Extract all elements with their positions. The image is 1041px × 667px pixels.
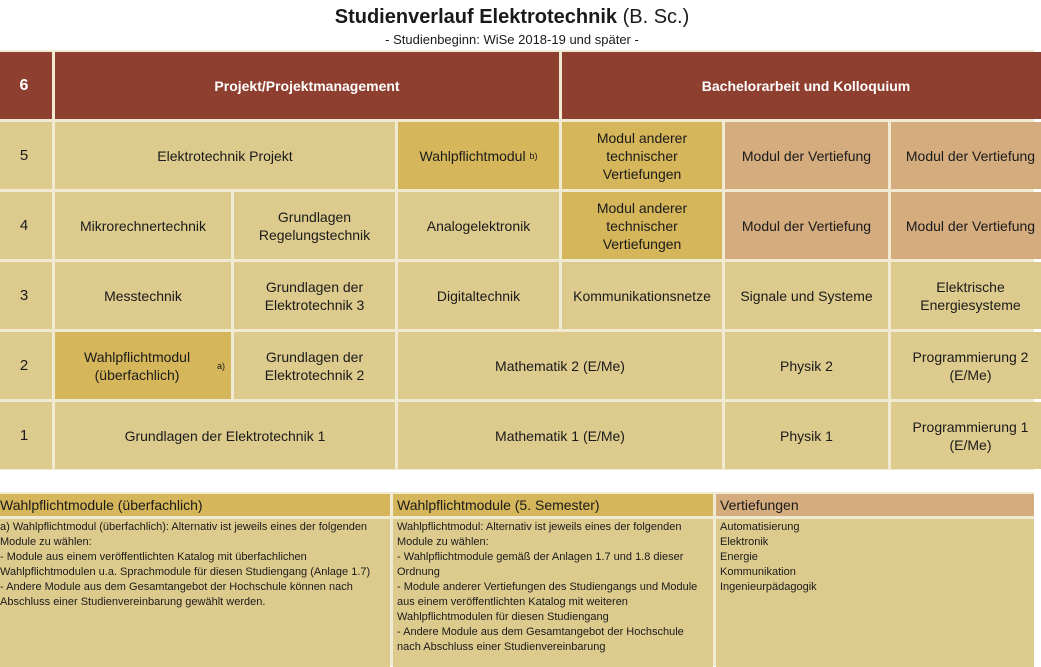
module-energiesysteme: Elektrische Energiesysteme [891,262,1041,329]
module-programmierung-2: Programmierung 2 (E/Me) [891,332,1041,399]
title-degree: (B. Sc.) [622,6,690,28]
semester-number-4: 4 [0,192,52,259]
vertiefung-item: Kommunikation [720,566,796,578]
vertiefung-item: Automatisierung [720,521,800,533]
module-get3: Grundlagen der Elektrotechnik 3 [234,262,395,329]
module-projektmanagement: Projekt/Projektmanagement [55,52,559,119]
semester-number-5: 5 [0,122,52,189]
semester-number-2: 2 [0,332,52,399]
legend-text: a) Wahlpflichtmodul (überfachlich): Alternativ ist jeweils eines der folgenden Module zu wählen: [0,521,368,548]
module-wahlpflicht-5: Wahlpflichtmodul b) [398,122,559,189]
module-wahlpflicht-ueberfachlich-label: Wahlpflichtmodul (überfachlich) [84,348,191,383]
module-wahlpflicht-ueberfachlich: Wahlpflichtmodul (überfachlich) a) [55,332,231,399]
vertiefung-item: Ingenieurpädagogik [720,581,817,593]
legend-text: - Andere Module aus dem Gesamtangebot der Hochschule nach Abschluss einer Studienvereinbarung [397,626,684,653]
semester-number-3: 3 [0,262,52,329]
module-programmierung-1: Programmierung 1 (E/Me) [891,402,1041,469]
legend-body-semester5 [393,519,713,667]
legend-body-ueberfachlich [0,519,390,667]
module-et-projekt: Elektrotechnik Projekt [55,122,395,189]
legend-text: - Wahlpflichtmodule gemäß der Anlagen 1.7 und 1.8 dieser Ordnung [397,551,684,578]
module-physik-2: Physik 2 [725,332,888,399]
legend-text: Wahlpflichtmodul: Alternativ ist jeweils eines der folgenden Module zu wählen: [397,521,682,548]
module-digitaltechnik: Digitaltechnik [398,262,559,329]
module-get2: Grundlagen der Elektrotechnik 2 [234,332,395,399]
page-title [0,6,1024,29]
legend-body-vertiefungen [716,519,1034,667]
module-vertiefung-4a: Modul der Vertiefung [725,192,888,259]
module-wahlpflicht-5-label: Wahlpflichtmodul [419,147,526,164]
module-andere-vertiefung-4: Modul anderer technischer Vertiefungen [562,192,722,259]
module-regelungstechnik: Grundlagen Regelungstechnik [234,192,395,259]
module-mikrorechnertechnik: Mikrorechnertechnik [55,192,231,259]
module-physik-1: Physik 1 [725,402,888,469]
legend-title-semester5: Wahlpflichtmodule (5. Semester) [393,494,713,516]
study-plan-grid [0,50,1034,470]
legend-text: - Module anderer Vertiefungen des Studiengangs und Module aus einem veröffentlichten Katalog mit weiteren Wahlpflichtmodulen für diesen Studiengang [397,581,698,623]
module-kommunikationsnetze: Kommunikationsnetze [562,262,722,329]
module-bachelorarbeit: Bachelorarbeit und Kolloquium [562,52,1041,119]
module-vertiefung-5a: Modul der Vertiefung [725,122,888,189]
page-subtitle: - Studienbeginn: WiSe 2018-19 und später - [385,32,639,47]
module-mathematik-1: Mathematik 1 (E/Me) [398,402,722,469]
module-signale-systeme: Signale und Systeme [725,262,888,329]
legend-section [0,492,1034,666]
vertiefung-item: Elektronik [720,536,769,548]
legend-text: - Andere Module aus dem Gesamtangebot der Hochschule können nach Abschluss einer Studienvereinbarung gewählt werden. [0,581,353,608]
module-vertiefung-5b: Modul der Vertiefung [891,122,1041,189]
module-get1: Grundlagen der Elektrotechnik 1 [55,402,395,469]
legend-text: - Module aus einem veröffentlichten Katalog mit überfachlichen Wahlpflichtmodulen u.a. Sprachmodule für diesen Studiengang (Anlage 1.7) [0,551,371,578]
module-vertiefung-4b: Modul der Vertiefung [891,192,1041,259]
module-messtechnik: Messtechnik [55,262,231,329]
module-analogelektronik: Analogelektronik [398,192,559,259]
title-main: Studienverlauf Elektrotechnik [334,6,618,28]
semester-number-6: 6 [0,52,52,119]
module-mathematik-2: Mathematik 2 (E/Me) [398,332,722,399]
legend-title-ueberfachlich: Wahlpflichtmodule (überfachlich) [0,494,390,516]
module-andere-vertiefung-5: Modul anderer technischer Vertiefungen [562,122,722,189]
legend-title-vertiefungen: Vertiefungen [716,494,1034,516]
semester-number-1: 1 [0,402,52,469]
vertiefung-item: Energie [720,551,758,563]
